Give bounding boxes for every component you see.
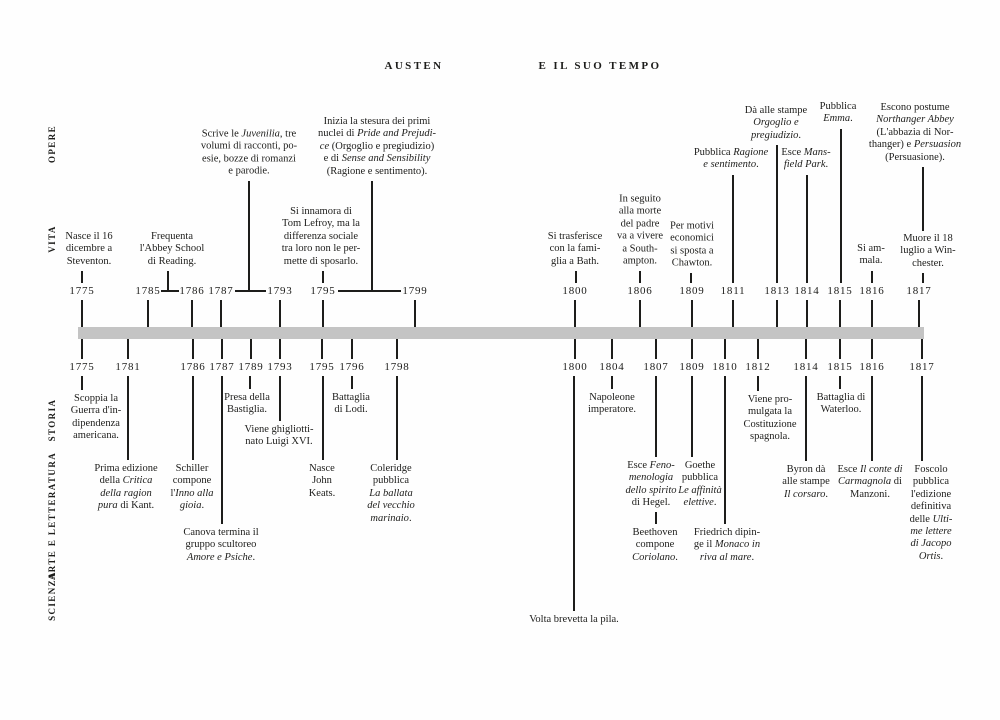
connector-canova-amore-psiche [221, 376, 223, 524]
event-text-line: Nasce [309, 463, 335, 474]
year-tick-above [279, 300, 281, 327]
event-text-line: Goethe [684, 460, 716, 471]
year-label-above: 1809 [679, 285, 705, 297]
event-text-line: Steventon. [66, 255, 112, 267]
event-text-line: del padre [620, 218, 660, 230]
year-tick-below [611, 339, 613, 359]
bridge-line [235, 290, 266, 292]
year-label-above: 1793 [267, 285, 293, 297]
year-label-below: 1809 [679, 361, 705, 373]
connector-ragione-sentimento [732, 175, 734, 283]
event-text-line: chester. [912, 257, 944, 269]
event-text-line: alle stampe [782, 476, 830, 488]
event-text-line: Napoleone [589, 392, 635, 403]
event-text-line: e sentimento. [703, 159, 759, 171]
event-text-line: esie, bozze di romanzi [202, 153, 296, 165]
event-text-line: Orgoglio e [753, 117, 799, 129]
bridge-line [338, 290, 401, 292]
year-label-below: 1807 [643, 361, 669, 373]
year-label-below: 1789 [238, 361, 264, 373]
event-text-line: Beethoven [632, 527, 678, 538]
year-label-above: 1816 [859, 285, 885, 297]
event-text-line: pura di Kant. [97, 500, 155, 512]
event-text-line: Si trasferisce [547, 230, 603, 242]
event-text-line: di Jacopo [910, 538, 952, 550]
year-label-above: 1811 [720, 285, 746, 297]
event-text-line: Per motivi [669, 220, 715, 232]
event-volta-pila [529, 614, 619, 626]
event-text-line: differenza sociale [283, 230, 359, 242]
event-text-line: ampton. [622, 255, 658, 267]
event-text-line: glia a Bath. [550, 255, 600, 267]
connector-foscolo-ortis [921, 376, 923, 461]
year-label-above: 1815 [827, 285, 853, 297]
year-tick-below [221, 339, 223, 359]
event-napoleone [588, 392, 636, 417]
event-text-line: menologia [628, 472, 674, 484]
event-friedrich-monaco [694, 527, 760, 564]
event-text-line: Presa della [224, 392, 270, 403]
year-label-above: 1786 [179, 285, 205, 297]
year-tick-below [655, 339, 657, 359]
event-text-line: mulgata la [747, 406, 793, 418]
year-tick-below [724, 339, 726, 359]
bridge-line [161, 290, 179, 292]
connector-beethoven-coriolano [655, 512, 657, 524]
event-text-line: Si am- [857, 243, 885, 255]
year-tick-below [691, 339, 693, 359]
year-label-below: 1796 [339, 361, 365, 373]
event-text-line: alla morte [618, 205, 662, 217]
year-tick-below [81, 339, 83, 359]
connector-critica-kant [127, 376, 129, 460]
event-text-line: Dà alle stampe [744, 104, 808, 116]
event-text-line: economici [670, 232, 714, 244]
event-text-line: Ortis. [918, 550, 944, 562]
event-text-line: l'Abbey School [139, 243, 205, 255]
event-text-line: imperatore. [587, 404, 637, 416]
event-text-line: nato Luigi XVI. [245, 436, 313, 448]
event-text-line: Carmagnola di [838, 476, 902, 488]
event-coleridge-ballata [367, 463, 415, 525]
event-guerra-indipendenza [71, 393, 122, 443]
event-text-line: ce (Orgoglio e pregiudizio) [319, 140, 435, 152]
connector-chawton [690, 273, 692, 283]
connector-nasce-steventon [81, 271, 83, 283]
event-canova-amore-psiche [183, 527, 258, 564]
event-text-line: dicembre a [65, 243, 113, 255]
event-text-line: della ragion [100, 487, 152, 499]
event-byron-corsaro [782, 464, 830, 501]
year-tick-above [220, 300, 222, 327]
connector-mansfield-park [806, 175, 808, 283]
event-southampton [617, 194, 663, 268]
event-waterloo [817, 392, 866, 417]
connector-orgoglio-pregiudizio [776, 145, 778, 283]
event-text-line: del vecchio [367, 500, 415, 512]
row-label-scienza: SCIENZA [47, 571, 57, 621]
year-tick-above [574, 300, 576, 327]
connector-si-ammala [871, 271, 873, 283]
row-label-opere: OPERE [47, 124, 57, 164]
event-text-line: va a vivere [616, 230, 664, 242]
connector-abbey-school [167, 271, 169, 291]
event-text-line: compone [172, 475, 212, 487]
year-label-below: 1798 [384, 361, 410, 373]
year-tick-below [396, 339, 398, 359]
year-tick-below [805, 339, 807, 359]
event-foscolo-ortis [910, 464, 953, 563]
year-tick-above [776, 300, 778, 327]
event-text-line: Viene ghigliotti- [244, 424, 314, 435]
event-goethe-affinita [678, 460, 721, 510]
year-tick-above [414, 300, 416, 327]
event-costituzione-spagnola [743, 394, 796, 444]
connector-friedrich-monaco [724, 376, 726, 524]
event-text-line: Emma. [823, 113, 853, 125]
row-label-arte: ARTE E LETTERATURA [47, 451, 57, 581]
year-label-above: 1795 [310, 285, 336, 297]
row-label-vita: VITA [47, 225, 57, 253]
year-tick-below [279, 339, 281, 359]
event-text-line: gruppo scultoreo [185, 539, 257, 551]
timeline-bar [78, 327, 924, 339]
event-text-line: di Reading. [147, 255, 197, 267]
connector-nasce-keats [322, 376, 324, 460]
year-label-above: 1787 [208, 285, 234, 297]
event-nasce-steventon [65, 231, 112, 268]
year-label-below: 1814 [793, 361, 819, 373]
event-text-line: di Hegel. [631, 497, 671, 509]
event-text-line: delle Ulti- [909, 513, 953, 525]
event-text-line: Coriolano. [632, 551, 678, 563]
event-northanger-persuasion [869, 102, 961, 164]
event-text-line: Coleridge [370, 463, 412, 474]
event-text-line: pubblica [912, 476, 950, 488]
event-text-line: marinaio. [370, 512, 412, 524]
event-text-line: dipendenza [72, 417, 120, 429]
event-tom-lefroy [282, 206, 361, 268]
row-label-storia: STORIA [47, 398, 57, 442]
year-label-below: 1810 [712, 361, 738, 373]
event-inizia-stesura [318, 116, 436, 178]
connector-waterloo [839, 376, 841, 389]
connector-hegel-fenomenologia [655, 376, 657, 457]
year-tick-below [839, 339, 841, 359]
connector-coleridge-ballata [396, 376, 398, 460]
year-label-below: 1781 [115, 361, 141, 373]
event-text-line: ge il Monaco in [693, 539, 761, 551]
event-text-line: della Critica [99, 475, 153, 487]
event-text-line: americana. [73, 430, 119, 442]
year-tick-above [81, 300, 83, 327]
event-text-line: Viene pro- [747, 394, 793, 405]
event-text-line: Si innamora di [290, 205, 352, 217]
event-abbey-school [140, 231, 205, 268]
year-label-above: 1806 [627, 285, 653, 297]
year-label-above: 1813 [764, 285, 790, 297]
event-text-line: volumi di racconti, po- [200, 140, 298, 152]
event-text-line: dello spirito [625, 484, 677, 496]
connector-napoleone [611, 376, 613, 389]
year-label-above: 1817 [906, 285, 932, 297]
connector-juvenilia [248, 181, 250, 291]
event-text-line: Battaglia di [816, 392, 866, 403]
event-text-line: Le affinità [678, 484, 722, 496]
event-hegel-fenomenologia [625, 460, 676, 510]
event-battaglia-lodi [332, 392, 370, 417]
year-label-below: 1793 [267, 361, 293, 373]
connector-emma [840, 129, 842, 283]
event-presa-bastiglia [224, 392, 270, 417]
event-beethoven-coriolano [632, 527, 678, 564]
year-tick-above [839, 300, 841, 327]
year-label-below: 1816 [859, 361, 885, 373]
year-label-below: 1812 [745, 361, 771, 373]
event-text-line: Canova termina il [183, 527, 259, 538]
event-text-line: con la fami- [549, 243, 601, 255]
year-label-below: 1800 [562, 361, 588, 373]
connector-guerra-indipendenza [81, 376, 83, 390]
event-text-line: Nasce il 16 [65, 230, 113, 242]
year-label-below: 1775 [69, 361, 95, 373]
year-tick-below [921, 339, 923, 359]
event-text-line: Esce Feno- [627, 460, 675, 471]
event-text-line: Scoppia la [73, 393, 119, 404]
year-label-below: 1787 [209, 361, 235, 373]
connector-bath [575, 271, 577, 283]
event-text-line: Pubblica [819, 101, 857, 113]
event-text-line: In seguito [619, 193, 661, 205]
event-text-line: riva al mare. [699, 551, 755, 563]
event-nasce-keats [309, 463, 336, 500]
event-text-line: Tom Lefroy, ma la [282, 218, 360, 230]
event-text-line: definitiva [910, 501, 952, 513]
event-text-line: l'edizione [910, 488, 952, 500]
year-label-above: 1814 [794, 285, 820, 297]
year-tick-below [192, 339, 194, 359]
connector-northanger-persuasion [922, 167, 924, 231]
connector-muore-winchester [922, 273, 924, 283]
year-tick-above [691, 300, 693, 327]
year-tick-above [147, 300, 149, 327]
event-text-line: Volta brevetta la pila. [529, 614, 619, 625]
event-text-line: pubblica [372, 475, 410, 487]
connector-costituzione-spagnola [757, 376, 759, 391]
event-text-line: Inizia la stesura dei primi [323, 115, 431, 127]
year-label-below: 1804 [599, 361, 625, 373]
event-text-line: Schiller [175, 463, 209, 474]
event-bath [548, 231, 603, 268]
event-si-ammala [857, 243, 885, 268]
event-text-line: Keats. [308, 487, 336, 499]
page-title-e-il-suo-tempo: E IL SUO TEMPO [538, 60, 662, 72]
event-text-line: Costituzione [743, 418, 797, 430]
event-text-line: si sposta a [670, 245, 714, 257]
event-text-line: gioia. [179, 500, 205, 512]
event-text-line: pregiudizio. [750, 129, 802, 141]
connector-southampton [639, 271, 641, 283]
event-muore-winchester [900, 233, 955, 270]
event-text-line: Esce Mans- [781, 147, 831, 159]
year-label-below: 1786 [180, 361, 206, 373]
year-tick-below [351, 339, 353, 359]
year-tick-below [250, 339, 252, 359]
event-emma [820, 101, 857, 126]
event-text-line: Muore il 18 [903, 232, 953, 244]
year-label-below: 1815 [827, 361, 853, 373]
event-text-line: field Park. [783, 159, 829, 171]
event-text-line: (Ragione e sentimento). [326, 165, 428, 177]
year-tick-above [918, 300, 920, 327]
event-text-line: John [312, 475, 332, 487]
year-tick-below [127, 339, 129, 359]
event-text-line: mette di sposarlo. [283, 255, 359, 267]
event-text-line: Escono postume [880, 101, 950, 113]
connector-battaglia-lodi [351, 376, 353, 389]
year-label-above: 1800 [562, 285, 588, 297]
connector-byron-corsaro [805, 376, 807, 461]
event-text-line: Byron dà [786, 464, 826, 475]
connector-presa-bastiglia [249, 376, 251, 389]
year-label-below: 1795 [309, 361, 335, 373]
year-tick-above [806, 300, 808, 327]
event-text-line: (Persuasione). [885, 151, 945, 163]
event-text-line: Battaglia [332, 392, 370, 403]
connector-schiller-inno [192, 376, 194, 460]
year-label-above: 1799 [402, 285, 428, 297]
event-text-line: Manzoni. [850, 488, 890, 500]
event-text-line: luglio a Win- [900, 245, 956, 257]
event-text-line: Frequenta [150, 230, 193, 242]
connector-luigi-xvi [279, 376, 281, 421]
year-tick-below [871, 339, 873, 359]
event-text-line: mala. [859, 255, 883, 267]
event-orgoglio-pregiudizio [745, 105, 807, 142]
event-text-line: a South- [622, 243, 658, 255]
year-tick-above [639, 300, 641, 327]
event-juvenilia [201, 128, 297, 178]
event-text-line: Scrive le Juvenilia, tre [201, 128, 297, 140]
event-text-line: thanger) e Persuasion [868, 139, 962, 151]
event-text-line: Amore e Psiche. [186, 551, 256, 563]
event-text-line: Friedrich dipin- [693, 527, 761, 538]
event-text-line: Esce Il conte di [837, 464, 903, 475]
year-tick-below [757, 339, 759, 359]
event-text-line: (L'abbazia di Nor- [876, 126, 954, 138]
connector-volta-pila [573, 376, 575, 611]
event-schiller-inno [170, 463, 213, 513]
connector-manzoni-carmagnola [871, 376, 873, 461]
year-label-below: 1817 [909, 361, 935, 373]
event-text-line: Prima edizione [94, 463, 158, 474]
event-mansfield-park [781, 147, 830, 172]
year-tick-above [732, 300, 734, 327]
connector-tom-lefroy [322, 271, 324, 283]
year-label-above: 1775 [69, 285, 95, 297]
event-text-line: e di Sense and Sensibility [323, 153, 431, 165]
year-tick-below [321, 339, 323, 359]
event-text-line: Waterloo. [820, 404, 862, 416]
event-text-line: Bastiglia. [227, 404, 267, 416]
year-label-above: 1785 [135, 285, 161, 297]
event-text-line: Foscolo [914, 464, 948, 475]
year-tick-above [191, 300, 193, 327]
event-text-line: Il corsaro. [784, 488, 828, 500]
page-title-austen: AUSTEN [384, 60, 444, 72]
event-text-line: compone [635, 539, 675, 551]
year-tick-above [322, 300, 324, 327]
event-text-line: Northanger Abbey [876, 114, 954, 126]
year-tick-below [574, 339, 576, 359]
event-critica-kant [94, 463, 157, 513]
event-luigi-xvi [244, 424, 313, 449]
event-text-line: di Lodi. [334, 404, 368, 416]
event-text-line: pubblica [681, 472, 719, 484]
event-text-line: l'Inno alla [170, 487, 214, 499]
event-ragione-sentimento [694, 147, 768, 172]
event-text-line: La ballata [369, 487, 413, 499]
year-tick-above [871, 300, 873, 327]
connector-inizia-stesura [371, 181, 373, 291]
event-text-line: Pubblica Ragione [693, 147, 769, 159]
event-text-line: Chawton. [671, 257, 713, 269]
connector-goethe-affinita [691, 376, 693, 457]
event-text-line: e parodie. [228, 165, 270, 177]
event-manzoni-carmagnola [837, 464, 902, 501]
event-text-line: Guerra d'in- [70, 405, 122, 417]
event-text-line: elettive. [683, 497, 717, 509]
event-text-line: nuclei di Pride and Prejudi- [317, 128, 437, 140]
event-text-line: spagnola. [750, 431, 790, 443]
event-chawton [670, 220, 714, 270]
event-text-line: tra loro non le per- [281, 243, 361, 255]
event-text-line: me lettere [910, 526, 952, 538]
